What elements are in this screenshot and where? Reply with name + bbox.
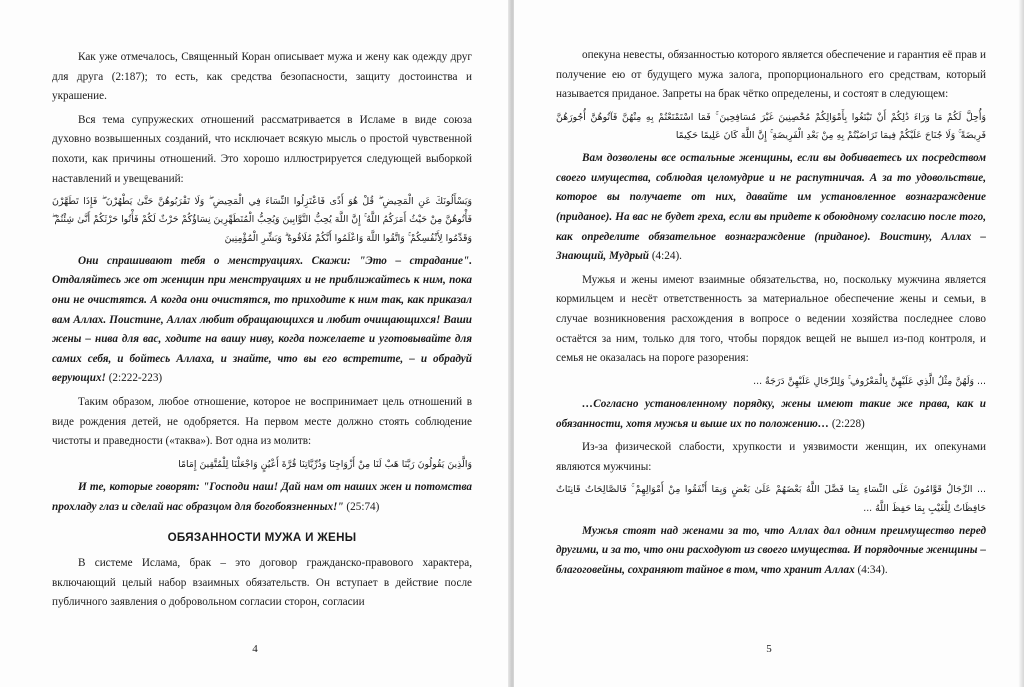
right-arabic-verse-2: ... وَلَهُنَّ مِثْلُ الَّذِي عَلَيْهِنَّ بِالْمَعْرُوفِ ۚ وَلِلرِّجَالِ عَلَيْهِنَّ دَرَجَةٌ ... [753,375,986,387]
right-quote-1-text: Вам дозволены все остальные женщины, если вы добиваетесь их посредством своего имущества, соблюдая целомудрие и не распутничая. А за то удовольствие, которое вы получаете от них, давайте им установленное вознаграждение (приданое). На вас не будет греха, если вы придете к обоюдному согласию после того, как определите обязательное вознаграждение (приданое). Воистину, Аллах – Знающий, Мудрый [556,152,986,263]
page-edge [1018,0,1024,687]
left-paragraph-2: Вся тема супружеских отношений рассматривается в Исламе в виде союза духовно возвышенных созданий, что исключает всякую мысль о простой чувственной похоти, как причины отношений. Это хорошо иллюстрируется следующей выборкой наставлений и увещеваний: [52,113,472,185]
left-paragraph-3: Таким образом, любое отношение, которое не воспринимает цель отношений в виде рождения детей, не одобряется. На первом месте должно стоять соблюдение чистоты и праведности («таква»). Вот одна из молитв: [52,395,472,448]
right-arabic-verse-1: وَأُحِلَّ لَكُمْ مَا وَرَاءَ ذَٰلِكُمْ أَنْ تَبْتَغُوا بِأَمْوَالِكُمْ مُحْصِنِينَ غَيْرَ مُسَافِحِينَ ۚ فَمَا اسْتَمْتَعْتُمْ بِهِ مِنْهُنَّ فَآتُوهُنَّ أُجُورَهُنَّ فَرِيضَةً ۚ وَلَا جُنَاحَ عَلَيْكُمْ فِيمَا تَرَاضَيْتُمْ بِهِ مِنْ بَعْدِ الْفَرِيضَةِ ۚ إِنَّ اللَّهَ كَانَ عَلِيمًا حَكِيمًا [556,111,986,141]
left-quote-1-ref: (2:222-223) [108,372,163,385]
right-quote-2 [556,395,986,434]
right-page [514,0,1024,687]
left-arabic-verse-2: وَالَّذِينَ يَقُولُونَ رَبَّنَا هَبْ لَنَا مِنْ أَزْوَاجِنَا وَذُرِّيَّاتِنَا قُرَّةَ أَعْيُنٍ وَاجْعَلْنَا لِلْمُتَّقِينَ إِمَامًا [178,458,472,470]
right-quote-3-ref: (4:34). [857,563,888,576]
right-paragraph-3: Из-за физической слабости, хрупкости и уязвимости женщин, их опекунами являются мужчины: [556,441,986,473]
left-paragraph-4: В системе Ислама, брак – это договор гражданско-правового характера, включающий целый набор взаимных обязательств. Он вступает в действие после публичного заявления о добровольном согласии сторон, согласии [52,557,472,609]
left-quote-1-text: Они спрашивают тебя о менструациях. Скажи: "Это – страдание". Отдаляйтесь же от женщин при менструациях и не приближайтесь к ним, пока они не очистятся. А когда они очистятся, то приходите к ним так, как приказал вам Аллах. Поистине, Аллах любит обращающихся и любит очищающихся! Ваши жены – нива для вас, ходите на вашу ниву, когда пожелаете и уготовывайте для самих себя, и бойтесь Аллаха, и знайте, что вы его встретите, – и обрадуй верующих! [52,254,472,385]
right-page-number: 5 [766,643,772,655]
right-paragraph-2: Мужья и жены имеют взаимные обязательства, но, поскольку мужчина является кормильцем и несёт ответственность за материальное обеспечение жены и семьи, в случае возникновения расхождения в вопросе о ведении хозяйства последнее слово остаётся за ним, только для того, чтобы порядок вещей не вышел из-под контроля, и семья не оказалась на пороге разорения: [556,273,986,365]
left-arabic-verse-1: وَيَسْأَلُونَكَ عَنِ الْمَحِيضِ ۖ قُلْ هُوَ أَذًى فَاعْتَزِلُوا النِّسَاءَ فِي الْمَحِيضِ ۖ وَلَا تَقْرَبُوهُنَّ حَتَّىٰ يَطْهُرْنَ ۖ فَإِذَا تَطَهَّرْنَ فَأْتُوهُنَّ مِنْ حَيْثُ أَمَرَكُمُ اللَّهُ ۚ إِنَّ اللَّهَ يُحِبُّ التَّوَّابِينَ وَيُحِبُّ الْمُتَطَهِّرِينَ نِسَاؤُكُمْ حَرْثٌ لَكُمْ فَأْتُوا حَرْثَكُمْ أَنَّىٰ شِئْتُمْ ۖ وَقَدِّمُوا لِأَنْفُسِكُمْ ۚ وَاتَّقُوا اللَّهَ وَاعْلَمُوا أَنَّكُمْ مُلَاقُوهُ ۗ وَبَشِّرِ الْمُؤْمِنِينَ [52,196,472,244]
section-heading: ОБЯЗАННОСТИ МУЖА И ЖЕНЫ [167,531,357,545]
left-quote-1 [52,252,472,389]
right-paragraph-1: опекуна невесты, обязанностью которого является обеспечение и гарантия её прав и получение ею от будущего мужа залога, пропорционального его средствам, который называется приданое. Запреты на брак чётко определены, и состоят в следующем: [556,49,986,101]
right-quote-1-ref: (4:24). [651,250,682,263]
left-quote-2-text: И те, которые говорят: "Господи наш! Дай нам от наших жен и потомства прохладу глаз и сделай нас образцом для богобоязненных!" [52,480,472,513]
right-arabic-verse-3: ... الرِّجَالُ قَوَّامُونَ عَلَى النِّسَاءِ بِمَا فَضَّلَ اللَّهُ بَعْضَهُمْ عَلَىٰ بَعْضٍ وَبِمَا أَنْفَقُوا مِنْ أَمْوَالِهِمْ ۚ فَالصَّالِحَاتُ قَانِتَاتٌ حَافِظَاتٌ لِلْغَيْبِ بِمَا حَفِظَ اللَّهُ ... [556,484,986,514]
left-quote-2 [52,478,472,517]
left-page-number: 4 [252,643,258,655]
left-page [0,0,510,687]
right-quote-2-text: …Согласно установленному порядку, жены имеют такие же права, как и обязанности, хотя мужья и выше их по положению… [556,397,986,430]
right-quote-1 [556,149,986,267]
left-paragraph-1: Как уже отмечалось, Священный Коран описывает мужа и жену как одежду друг для друга (2:187); то есть, как средства безопасности, защиту достоинства и украшение. [52,51,472,103]
right-quote-2-ref: (2:228) [831,417,865,430]
right-quote-3-text: Мужья стоят над женами за то, что Аллах дал одним преимущество перед другими, и за то, что они расходуют из своего имущества. И порядочные женщины – благоговейны, сохраняют тайное в том, что хранит Аллах [556,524,986,576]
left-quote-2-ref: (25:74) [346,500,380,513]
right-quote-3 [556,522,986,581]
